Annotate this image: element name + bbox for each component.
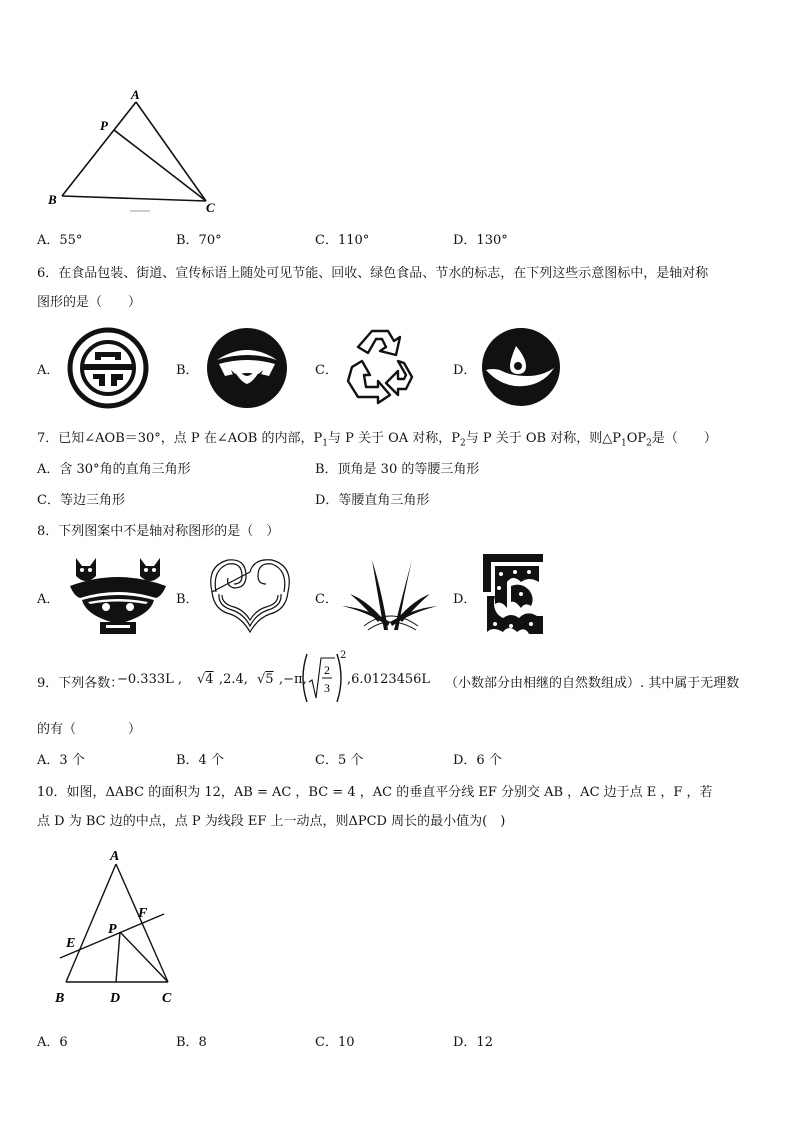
q9-sqrt-4-radicand: 4	[205, 672, 214, 687]
q7-stem	[37, 427, 717, 449]
q9-stem	[37, 650, 794, 710]
label-C: C	[206, 200, 215, 215]
q5-option-b[interactable]: B．70°	[176, 233, 222, 248]
q9-stem-line2: 的有（ ）	[37, 722, 142, 737]
q10-option-c[interactable]: C．10	[315, 1035, 355, 1050]
q8-option-c[interactable]: C．	[315, 592, 338, 607]
q7-sub-2: 2	[460, 438, 466, 449]
green-food-logo-icon	[205, 326, 289, 410]
q9-number-1: −0.333L ,	[117, 672, 183, 687]
cloud-pattern-icon	[202, 552, 298, 638]
q7-sub-3: 1	[620, 438, 627, 449]
label-B: B	[48, 192, 57, 207]
q10-label-F: F	[138, 906, 148, 921]
q8-option-d[interactable]: D．	[453, 592, 477, 607]
grass-pattern-icon	[338, 556, 442, 634]
q9-exponent: 2	[340, 650, 347, 661]
q9-number-6: ,6.0123456L	[347, 672, 431, 687]
triangle-figure-q5	[40, 80, 240, 220]
q6-option-b[interactable]: B．	[176, 363, 199, 378]
q8-option-a[interactable]: A．	[37, 592, 60, 607]
q7-stem-part1: 7．已知∠AOB＝30°，点 P 在∠AOB 的内部，P	[37, 431, 323, 446]
q9-option-c[interactable]: C．5 个	[315, 753, 364, 768]
q5-option-c[interactable]: C．110°	[315, 233, 370, 248]
q10-option-b[interactable]: B．8	[176, 1035, 207, 1050]
recycle-logo-icon	[342, 325, 418, 405]
q8-option-b[interactable]: B．	[176, 592, 199, 607]
triangle-figure-q10	[40, 840, 200, 1012]
q10-label-A: A	[110, 849, 120, 864]
water-saving-logo-icon	[480, 326, 562, 408]
q7-option-b[interactable]: B．顶角是 30 的等腰三角形	[315, 462, 480, 477]
q10-label-P: P	[108, 922, 117, 937]
q9-tail: （小数部分由相继的自然数组成）. 其中属于无理数	[445, 676, 740, 691]
q10-label-E: E	[66, 936, 76, 951]
q9-sqrt-5: √5	[257, 672, 274, 687]
q6-option-c[interactable]: C．	[315, 363, 338, 378]
q9-option-a[interactable]: A．3 个	[37, 753, 85, 768]
q7-option-d[interactable]: D．等腰直角三角形	[315, 493, 430, 508]
cat-pattern-icon	[66, 552, 170, 636]
q7-sub-4: 2	[646, 438, 652, 449]
q7-stem-part4: OP	[626, 431, 647, 446]
q6-stem-line1: 6．在食品包装、街道、宣传标语上随处可见节能、回收、绿色食品、节水的标志，在下列这些示意图标中，是轴对称	[37, 266, 709, 281]
q9-fraction-denominator: 3	[324, 681, 330, 695]
label-P: P	[100, 118, 108, 133]
q10-option-a[interactable]: A．6	[37, 1035, 68, 1050]
q9-neg-pi: ,−π,	[279, 672, 307, 687]
q6-option-d[interactable]: D．	[453, 363, 477, 378]
q9-lead: 9．下列各数：	[37, 676, 124, 691]
q7-option-c[interactable]: C．等边三角形	[37, 493, 125, 508]
q7-stem-part5: 是（ ）	[651, 431, 717, 446]
q5-option-a[interactable]: A．55°	[37, 233, 83, 248]
q7-stem-part2: 与 P 关于 OA 对称，P	[327, 431, 461, 446]
q10-option-d[interactable]: D．12	[453, 1035, 493, 1050]
label-A: A	[131, 87, 140, 102]
q6-stem-line2: 图形的是（ ）	[37, 295, 142, 310]
q10-stem-line2: 点 D 为 BC 边的中点，点 P 为线段 EF 上一动点，则ΔPCD 周长的最小值为( )	[37, 814, 506, 829]
q9-option-d[interactable]: D．6 个	[453, 753, 502, 768]
q10-label-D: D	[110, 991, 121, 1006]
q10-label-B: B	[55, 991, 65, 1006]
q9-number-3: ,2.4,	[219, 672, 248, 687]
q7-sub-1: 1	[322, 438, 328, 449]
q9-sqrt-5-radicand: 5	[265, 672, 274, 687]
q6-option-a[interactable]: A．	[37, 363, 60, 378]
energy-saving-logo-icon	[67, 327, 149, 409]
q8-stem: 8．下列图案中不是轴对称图形的是（ ）	[37, 524, 280, 539]
q5-option-d[interactable]: D．130°	[453, 233, 508, 248]
q9-fraction-numerator: 2	[324, 663, 330, 677]
q9-option-b[interactable]: B．4 个	[176, 753, 224, 768]
q10-label-C: C	[162, 991, 172, 1006]
corner-pattern-icon	[481, 552, 547, 636]
q9-sqrt-4: √4	[197, 672, 214, 687]
q10-stem-line1: 10．如图，ΔABC 的面积为 12，AB = AC ，BC = 4 ，AC 的垂直平分线 EF 分别交 AB ，AC 边于点 E ，F ，若	[37, 785, 713, 800]
q7-stem-part3: 与 P 关于 OB 对称，则△P	[465, 431, 621, 446]
q7-option-a[interactable]: A．含 30°角的直角三角形	[37, 462, 191, 477]
